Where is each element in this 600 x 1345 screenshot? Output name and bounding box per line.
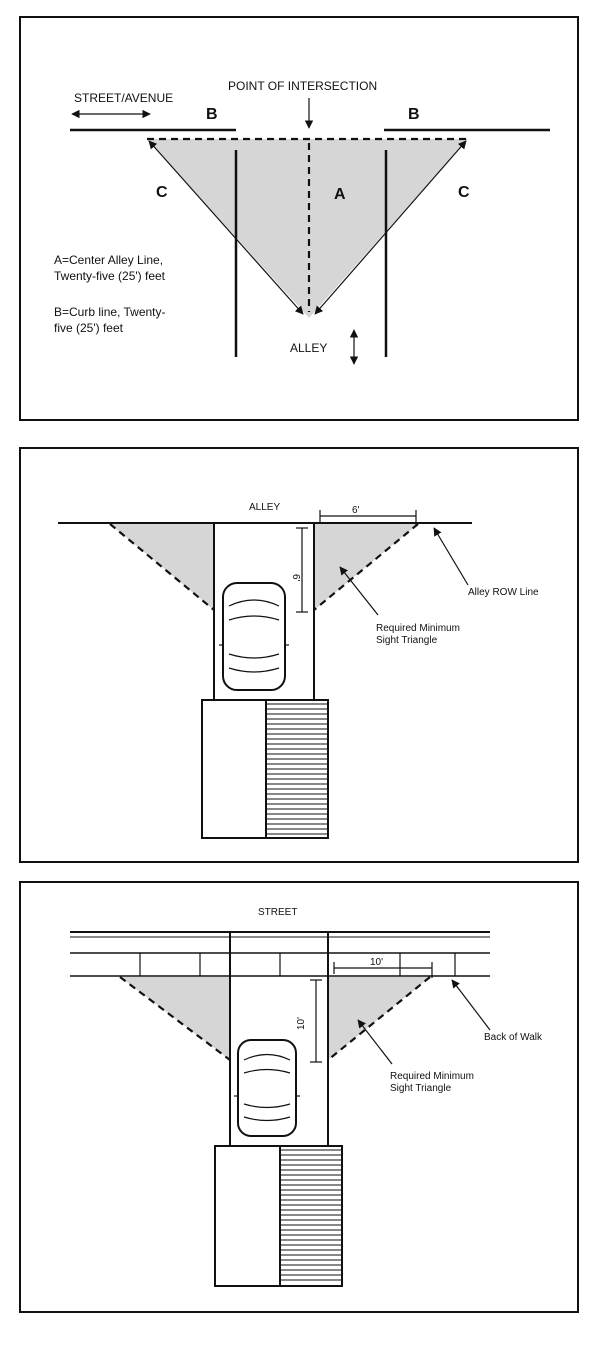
label-c-right: C: [458, 184, 470, 201]
garage-hatch: [281, 1150, 341, 1280]
walk-label: Back of Walk: [484, 1032, 542, 1043]
legend-b-line2: five (25') feet: [54, 321, 123, 335]
label-a: A: [334, 186, 346, 203]
panel-street-driveway: [20, 882, 578, 1312]
row-arrow: [434, 528, 468, 585]
legend-b-line1: B=Curb line, Twenty-: [54, 305, 166, 319]
panel-alley-driveway: [20, 448, 578, 862]
alley-label: ALLEY: [290, 341, 328, 355]
label-b-left: B: [206, 106, 218, 123]
dim-vertical-label: 10': [296, 1016, 307, 1030]
legend-a-line1: A=Center Alley Line,: [54, 253, 164, 267]
sight-triangle-shade: [147, 139, 468, 318]
garage-hatch: [267, 704, 327, 834]
street-label: STREET/AVENUE: [74, 91, 174, 105]
row-label: Alley ROW Line: [468, 587, 539, 598]
triangle-label-line2: Sight Triangle: [376, 635, 438, 646]
dim-vertical-label: 6': [290, 574, 301, 582]
dim-horizontal-label: 6': [352, 505, 360, 516]
triangle-label-line1: Required Minimum: [376, 623, 460, 634]
triangle-label-line1: Required Minimum: [390, 1071, 474, 1082]
walk-arrow: [452, 980, 490, 1030]
alley-label: ALLEY: [249, 502, 281, 513]
car-icon: [219, 583, 289, 690]
dim-horizontal-label: 10': [370, 957, 384, 968]
label-b-right: B: [408, 106, 420, 123]
sight-triangle-left: [120, 977, 230, 1060]
triangle-arrow: [358, 1020, 392, 1064]
intersection-label: POINT OF INTERSECTION: [228, 79, 378, 93]
car-icon: [234, 1040, 300, 1136]
panel-alley-intersection: [20, 17, 578, 420]
sidewalk-joints: [140, 953, 455, 976]
triangle-label-line2: Sight Triangle: [390, 1083, 452, 1094]
legend-a-line2: Twenty-five (25') feet: [54, 269, 165, 283]
label-c-left: C: [156, 184, 168, 201]
street-label: STREET: [258, 907, 298, 918]
